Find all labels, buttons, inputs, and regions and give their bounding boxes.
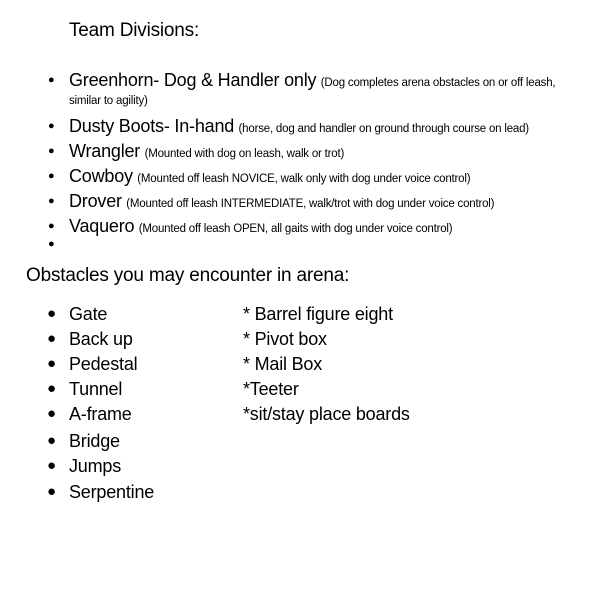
bullet-icon: ● — [48, 74, 55, 86]
division-description-continued: similar to agility) — [69, 95, 148, 107]
obstacle-row — [0, 429, 600, 453]
empty-bullet-icon: ● — [48, 238, 55, 250]
obstacle-item: Tunnel — [69, 379, 123, 399]
bullet-icon: ● — [48, 170, 55, 182]
obstacle-item: * Pivot box — [243, 329, 327, 349]
obstacles-heading: Obstacles you may encounter in arena: — [26, 265, 350, 286]
obstacle-item: Back up — [69, 329, 133, 349]
division-item-wrangler — [48, 141, 345, 164]
obstacle-row — [0, 402, 600, 426]
bullet-icon: ● — [48, 195, 55, 207]
obstacle-item: Gate — [69, 304, 108, 324]
division-item-cowboy — [48, 166, 471, 189]
obstacle-item: *Teeter — [243, 379, 299, 399]
division-item-vaquero — [48, 216, 453, 239]
obstacle-item: A-frame — [69, 404, 132, 424]
obstacle-item: * Mail Box — [243, 354, 323, 374]
obstacle-item: Bridge — [69, 431, 120, 451]
obstacle-row — [0, 480, 600, 504]
obstacle-row — [0, 327, 600, 351]
obstacle-row — [0, 377, 600, 401]
obstacle-row — [0, 302, 600, 326]
division-description: (Dog completes arena obstacles on or off leash, — [320, 77, 556, 89]
bullet-icon: ● — [47, 405, 56, 422]
bullet-icon: ● — [47, 305, 56, 322]
bullet-icon: ● — [47, 380, 56, 397]
division-description: (horse, dog and handler on ground through course on lead) — [238, 123, 529, 135]
bullet-icon: ● — [47, 330, 56, 347]
bullet-icon: ● — [47, 483, 56, 500]
bullet-icon: ● — [47, 355, 56, 372]
division-name: Greenhorn- Dog & Handler only — [69, 70, 317, 90]
obstacle-row — [0, 352, 600, 376]
division-item-dusty-boots — [48, 116, 529, 139]
division-description: (Mounted off leash INTERMEDIATE, walk/trot with dog under voice control) — [126, 198, 495, 210]
obstacle-item: Jumps — [69, 456, 122, 476]
division-name: Cowboy — [69, 166, 133, 186]
bullet-icon: ● — [47, 432, 56, 449]
obstacle-item: *sit/stay place boards — [243, 404, 410, 424]
division-name: Wrangler — [69, 141, 141, 161]
obstacle-item: Pedestal — [69, 354, 138, 374]
obstacle-item: * Barrel figure eight — [243, 304, 393, 324]
obstacle-item: Serpentine — [69, 482, 155, 502]
division-description: (Mounted off leash NOVICE, walk only with dog under voice control) — [137, 173, 471, 185]
bullet-icon: ● — [48, 145, 55, 157]
team-divisions-heading: Team Divisions: — [69, 20, 200, 41]
division-name: Dusty Boots- In-hand — [69, 116, 235, 136]
division-name: Vaquero — [69, 216, 135, 236]
division-description: (Mounted off leash OPEN, all gaits with dog under voice control) — [138, 223, 453, 235]
division-description: (Mounted with dog on leash, walk or trot) — [144, 148, 345, 160]
division-name: Drover — [69, 191, 122, 211]
bullet-icon: ● — [48, 220, 55, 232]
obstacle-row — [0, 454, 600, 478]
bullet-icon: ● — [47, 457, 56, 474]
division-item-drover — [48, 191, 495, 214]
bullet-icon: ● — [48, 120, 55, 132]
division-item-greenhorn — [48, 70, 556, 93]
